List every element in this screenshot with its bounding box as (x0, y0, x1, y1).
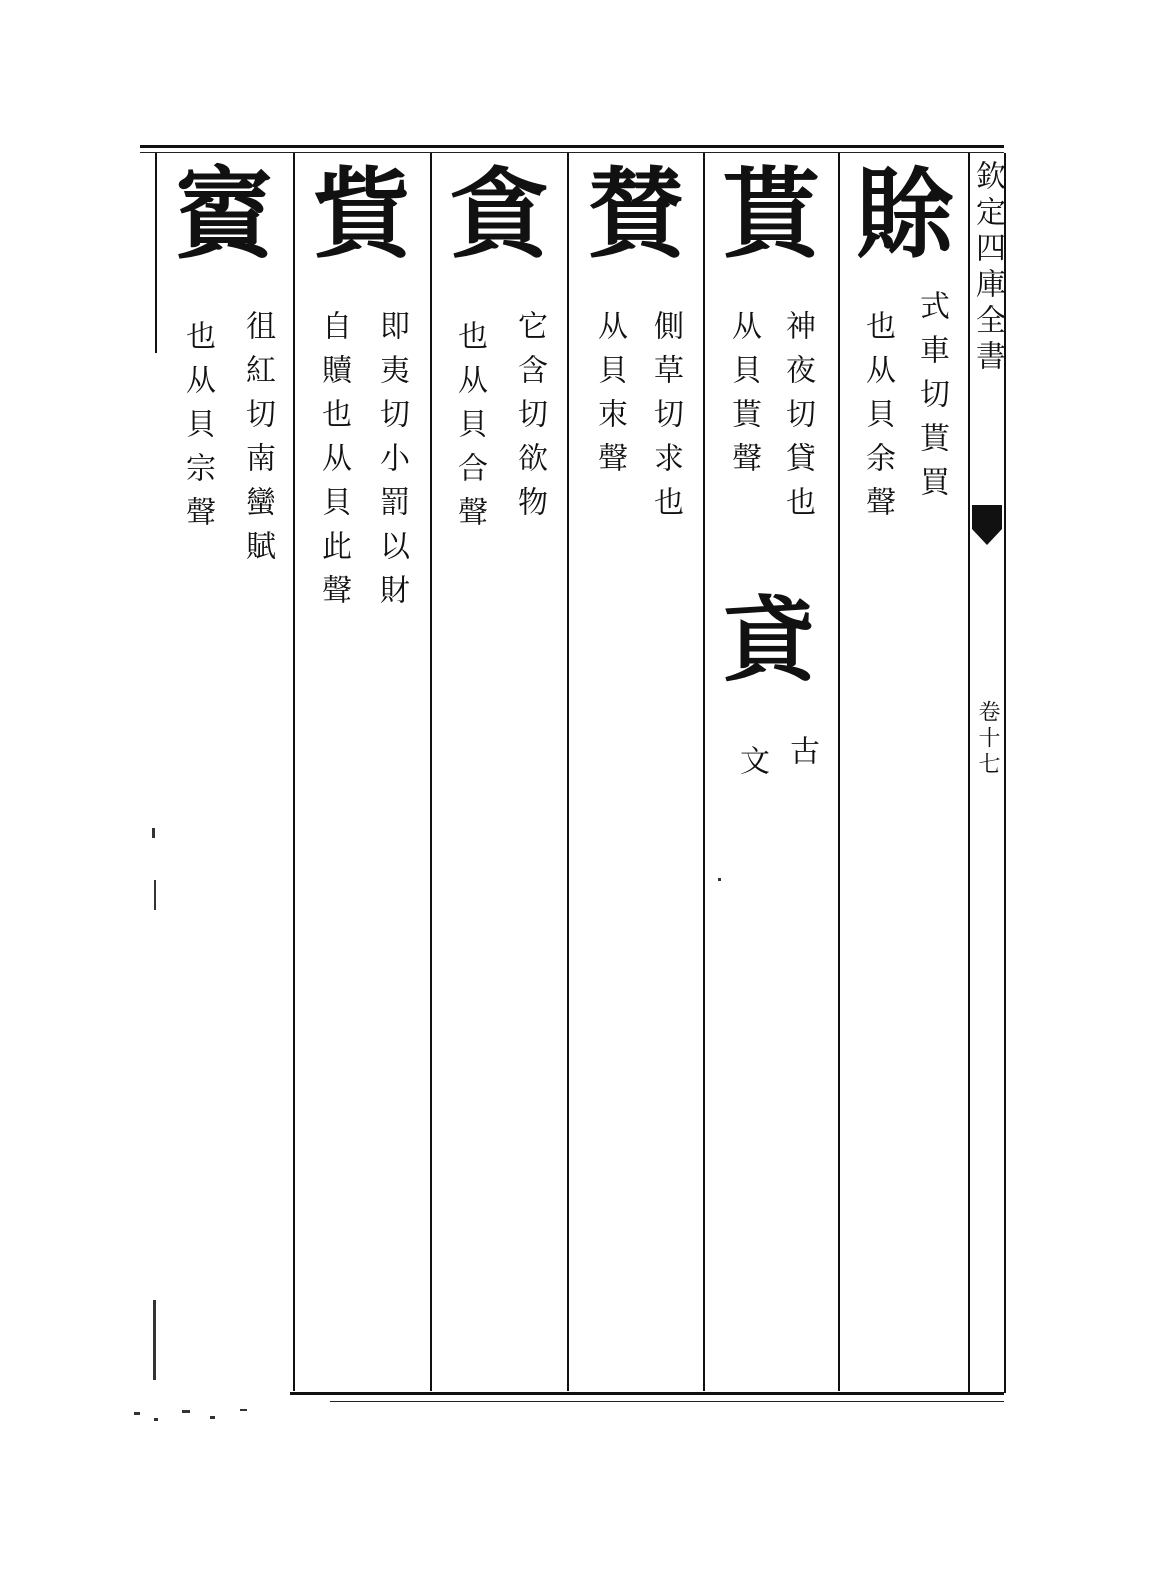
seal-character: 賖 (855, 157, 954, 272)
seal-character: 貪 (449, 157, 548, 272)
gloss-left: 也从貝宗聲 (180, 320, 215, 540)
speck (718, 878, 721, 881)
top-border-inner (140, 152, 1004, 153)
gloss-right: 側草切求也 (648, 310, 683, 530)
gloss-right: 徂紅切南蠻賦 (240, 310, 275, 574)
volume-label: 卷十七 (975, 700, 1000, 778)
speck (240, 1409, 247, 1411)
variant-label-right: 古 (784, 735, 819, 779)
gloss-left: 从貝朿聲 (592, 310, 627, 486)
column-rule (567, 153, 569, 1391)
column-rule (430, 153, 432, 1391)
column-rule (155, 153, 157, 353)
top-border (140, 145, 1004, 148)
speck (182, 1410, 190, 1413)
seal-character: 貰 (721, 157, 820, 272)
bottom-border-inner (330, 1401, 1004, 1402)
speck (210, 1416, 215, 1419)
speck (153, 1300, 156, 1380)
gloss-left: 也从貝余聲 (860, 310, 895, 530)
bottom-border (290, 1392, 1004, 1395)
variant-seal-character: 貣 (721, 586, 814, 694)
fishtail-mark (972, 505, 1002, 545)
column-rule (703, 153, 705, 1391)
gloss-right: 式車切貰買 (914, 290, 949, 510)
seal-character: 賨 (174, 157, 273, 272)
column-rule (293, 153, 295, 1391)
gloss-right: 神夜切貸也 (780, 310, 815, 530)
book-title: 欽定四庫全書 (970, 160, 1005, 376)
speck (154, 1418, 158, 1421)
scan-artifacts (130, 1404, 310, 1444)
variant-label-left: 文 (734, 745, 769, 789)
seal-character: 貲 (312, 157, 411, 272)
column-rule (838, 153, 840, 1391)
speck (154, 880, 156, 910)
gloss-left: 从貝貰聲 (726, 310, 761, 486)
gloss-left: 自贖也从貝此聲 (316, 310, 351, 618)
gloss-right: 即夷切小罰以財 (374, 310, 409, 618)
speck (134, 1412, 140, 1415)
speck (152, 828, 155, 838)
seal-character: 賛 (586, 157, 685, 272)
gloss-right: 它含切欲物 (512, 310, 547, 530)
gloss-left: 也从貝合聲 (452, 320, 487, 540)
